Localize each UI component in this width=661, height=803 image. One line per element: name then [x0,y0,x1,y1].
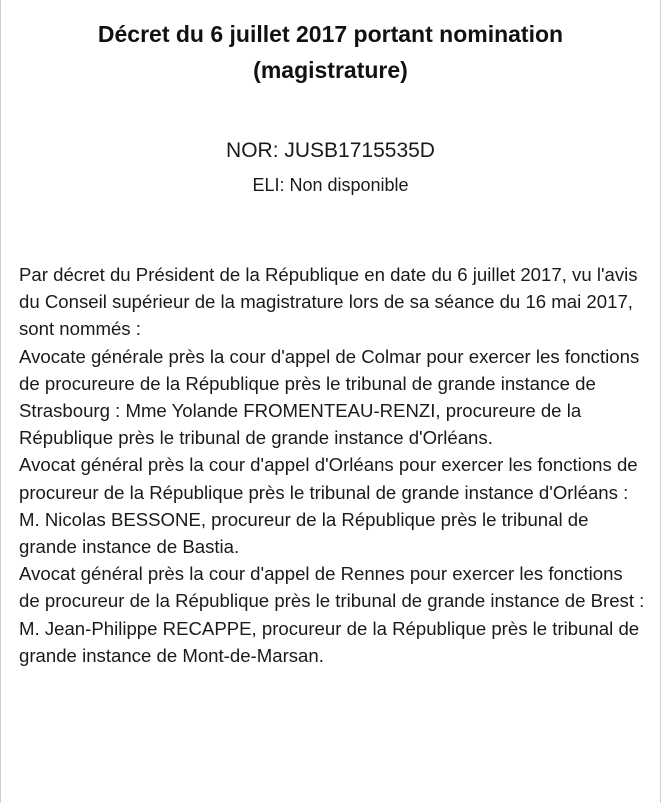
nomination-paragraph: Avocat général près la cour d'appel d'Orléans pour exercer les fonctions de procureur de la République près le tribunal de grande instance d'Orléans : M. Nicolas BESSONE, procureur de la République près le tribunal de grande instance de Bastia. [19,454,638,558]
decree-body [19,261,647,669]
nor-reference: NOR: JUSB1715535D [226,139,435,162]
intro-paragraph: Par décret du Président de la République en date du 6 juillet 2017, vu l'avis du Conseil supérieur de la magistrature lors de sa séance du 16 mai 2017, sont nommés : [19,264,638,340]
eli-reference: ELI: Non disponible [252,175,409,195]
nomination-paragraph: Avocat général près la cour d'appel de Rennes pour exercer les fonctions de procureur de la République près le tribunal de grande instance de Brest : M. Jean-Philippe RECAPPE, procureur de la République près le tribunal de grande instance de Mont-de-Marsan. [19,563,645,666]
nomination-paragraph: Avocate générale près la cour d'appel de Colmar pour exercer les fonctions de procureure de la République près le tribunal de grande instance de Strasbourg : Mme Yolande FROMENTEAU-RENZI, procureure de la République près le tribunal de grande instance d'Orléans. [19,345,640,449]
decree-title: Décret du 6 juillet 2017 portant nomination (magistrature) [97,21,564,83]
